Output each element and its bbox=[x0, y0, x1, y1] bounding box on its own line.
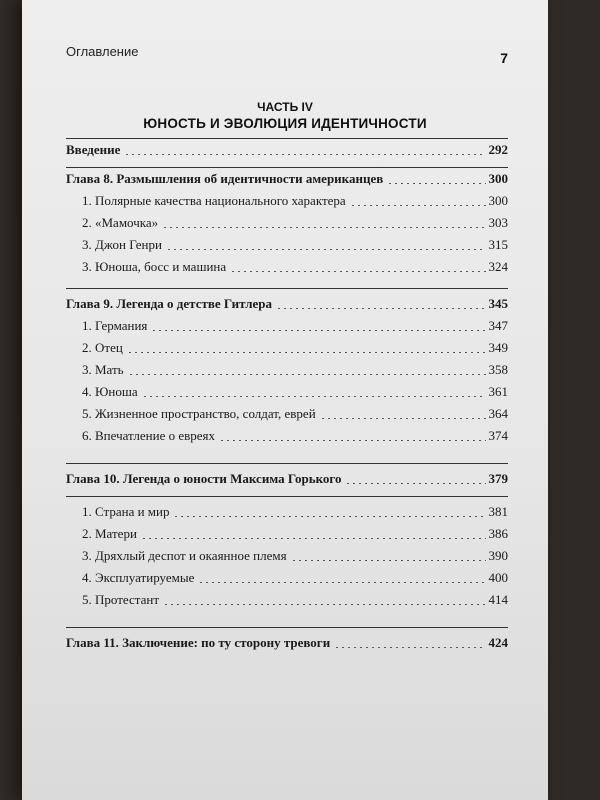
dot-leader bbox=[173, 516, 485, 517]
entry-page: 358 bbox=[488, 362, 508, 377]
section-divider bbox=[66, 463, 508, 464]
running-head: Оглавление bbox=[66, 44, 139, 59]
toc-subentry bbox=[66, 212, 508, 234]
entry-title: 1. Страна и мир bbox=[82, 504, 170, 519]
toc-subentry bbox=[66, 589, 508, 611]
toc-subentry bbox=[66, 337, 508, 359]
dot-leader bbox=[334, 647, 485, 648]
entry-page: 315 bbox=[488, 237, 508, 252]
part-label: ЧАСТЬ IV bbox=[257, 100, 313, 114]
entry-page: 381 bbox=[488, 504, 508, 519]
toc-subentry bbox=[66, 190, 508, 212]
dot-leader bbox=[219, 440, 485, 441]
entry-title: 6. Впечатление о евреях bbox=[82, 428, 216, 443]
dot-leader bbox=[230, 271, 485, 272]
toc-subentry bbox=[66, 425, 508, 447]
dot-leader bbox=[141, 538, 486, 539]
page-number: 7 bbox=[500, 50, 508, 66]
entry-title: 3. Джон Генри bbox=[82, 237, 162, 252]
entry-page: 374 bbox=[488, 428, 508, 443]
dot-leader bbox=[128, 374, 486, 375]
entry-page: 300 bbox=[488, 193, 508, 208]
toc-subentry bbox=[66, 567, 508, 589]
entry-page: 300 bbox=[488, 171, 508, 186]
dot-leader bbox=[162, 227, 485, 228]
toc-subentry bbox=[66, 381, 508, 403]
entry-page: 364 bbox=[488, 406, 508, 421]
entry-page: 303 bbox=[488, 215, 508, 230]
dot-leader bbox=[291, 560, 486, 561]
entry-title: 1. Полярные качества национального характера bbox=[82, 193, 346, 208]
toc-subentry bbox=[66, 315, 508, 337]
entry-page: 347 bbox=[488, 318, 508, 333]
dot-leader bbox=[387, 183, 485, 184]
entry-title: 2. «Мамочка» bbox=[82, 215, 159, 230]
dot-leader bbox=[350, 205, 486, 206]
entry-title: Глава 11. Заключение: по ту сторону тревоги bbox=[66, 635, 331, 650]
entry-title: 3. Мать bbox=[82, 362, 124, 377]
dot-leader bbox=[166, 249, 486, 250]
table-of-contents bbox=[66, 138, 508, 654]
entry-page: 345 bbox=[488, 296, 508, 311]
entry-page: 400 bbox=[488, 570, 508, 585]
toc-subentry bbox=[66, 256, 508, 278]
dot-leader bbox=[127, 352, 486, 353]
entry-title: 5. Жизненное пространство, солдат, еврей bbox=[82, 406, 316, 421]
dot-leader bbox=[320, 418, 486, 419]
section-divider bbox=[66, 288, 508, 289]
entry-title: 4. Эксплуатируемые bbox=[82, 570, 195, 585]
section-divider bbox=[66, 627, 508, 628]
entry-page: 424 bbox=[488, 635, 508, 650]
entry-title: Глава 8. Размышления об идентичности американцев bbox=[66, 171, 384, 186]
dot-leader bbox=[345, 483, 485, 484]
dot-leader bbox=[163, 604, 485, 605]
dot-leader bbox=[142, 396, 486, 397]
entry-title: Глава 10. Легенда о юности Максима Горького bbox=[66, 471, 342, 486]
entry-title: Введение bbox=[66, 142, 121, 157]
entry-page: 324 bbox=[488, 259, 508, 274]
section-divider bbox=[66, 496, 508, 497]
entry-page: 414 bbox=[488, 592, 508, 607]
toc-subentry bbox=[66, 523, 508, 545]
entry-page: 292 bbox=[488, 142, 508, 157]
dot-leader bbox=[124, 154, 485, 155]
toc-entry-chapter-9 bbox=[66, 293, 508, 315]
toc-subentry bbox=[66, 234, 508, 256]
entry-page: 361 bbox=[488, 384, 508, 399]
toc-subentry bbox=[66, 403, 508, 425]
entry-page: 386 bbox=[488, 526, 508, 541]
entry-title: 2. Матери bbox=[82, 526, 137, 541]
entry-title: 3. Дряхлый деспот и окаянное племя bbox=[82, 548, 287, 563]
dot-leader bbox=[151, 330, 485, 331]
toc-entry-chapter-10 bbox=[66, 468, 508, 490]
entry-title: Глава 9. Легенда о детстве Гитлера bbox=[66, 296, 273, 311]
entry-title: 5. Протестант bbox=[82, 592, 160, 607]
entry-page: 349 bbox=[488, 340, 508, 355]
toc-subentry bbox=[66, 545, 508, 567]
dot-leader bbox=[276, 308, 485, 309]
entry-page: 390 bbox=[488, 548, 508, 563]
entry-page: 379 bbox=[488, 471, 508, 486]
toc-entry-chapter-8 bbox=[66, 168, 508, 190]
part-title: ЮНОСТЬ И ЭВОЛЮЦИЯ ИДЕНТИЧНОСТИ bbox=[143, 116, 427, 131]
dot-leader bbox=[198, 582, 485, 583]
entry-title: 4. Юноша bbox=[82, 384, 138, 399]
toc-subentry bbox=[66, 359, 508, 381]
toc-entry-introduction bbox=[66, 139, 508, 161]
toc-entry-chapter-11 bbox=[66, 632, 508, 654]
entry-title: 1. Германия bbox=[82, 318, 148, 333]
book-page bbox=[22, 0, 548, 800]
entry-title: 2. Отец bbox=[82, 340, 123, 355]
toc-subentry bbox=[66, 501, 508, 523]
entry-title: 3. Юноша, босс и машина bbox=[82, 259, 227, 274]
